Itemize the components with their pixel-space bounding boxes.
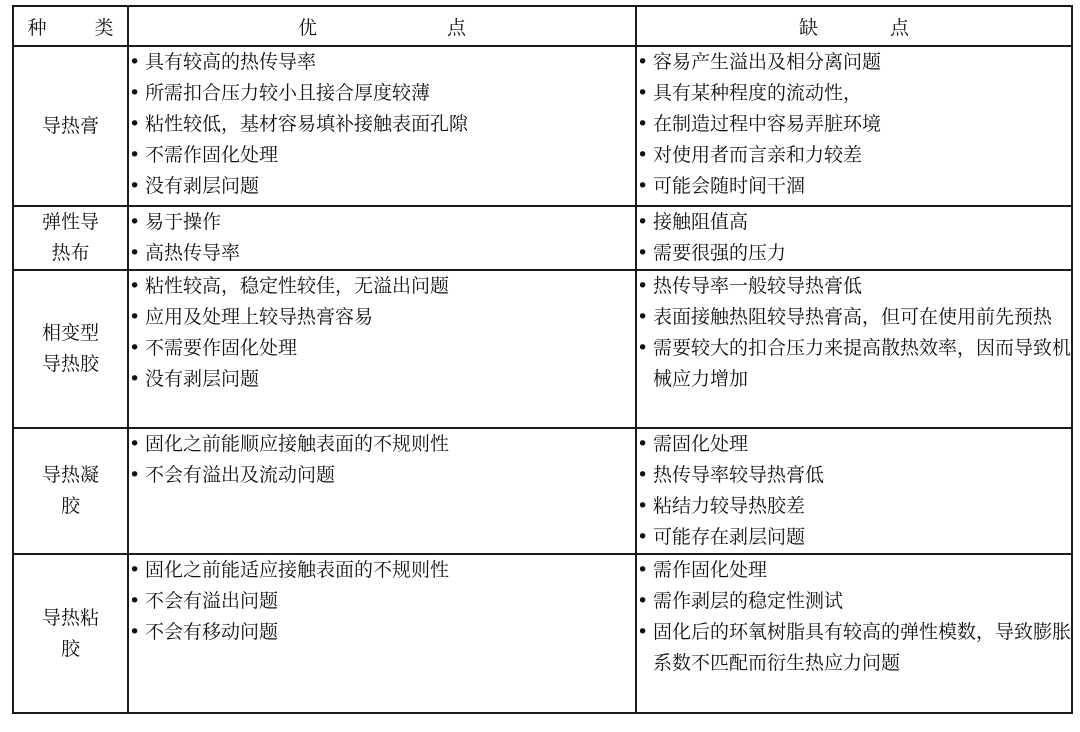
cons-cell [636,46,1072,206]
type-label: 导热粘 [41,606,99,629]
bullet-icon: • [129,621,141,643]
bullet-icon: • [637,464,649,486]
pros-cell [128,270,636,428]
bullet-icon: • [637,306,649,328]
table-row [13,554,1072,713]
bullet-icon: • [637,82,649,104]
pro-item [129,171,635,202]
bullet-icon: • [637,590,649,612]
pro-item-text: 所需扣合压力较小且接合厚度较薄 [145,82,431,104]
con-item-text: 容易产生溢出及相分离问题 [653,51,882,73]
con-item [637,271,1071,302]
bullet-icon: • [637,113,649,135]
bullet-icon: • [637,275,649,297]
con-item-text: 表面接触热阻较导热膏高，但可在使用前先预热 [653,306,1053,328]
pro-item-text: 粘性较低，基材容易填补接触表面孔隙 [145,113,469,135]
type-label: 弹性导 [41,211,99,233]
type-label: 相变型 [41,322,99,344]
con-item [637,109,1071,140]
pro-item [129,238,635,269]
bullet-icon: • [129,175,141,197]
con-item [637,617,1071,679]
con-item [637,555,1071,586]
pro-item-text: 不会有溢出及流动问题 [145,464,336,486]
bullet-icon: • [637,621,649,643]
bullet-icon: • [129,306,141,328]
pro-item [129,109,635,140]
bullet-icon: • [129,275,141,297]
bullet-icon: • [637,144,649,166]
pro-item [129,140,635,171]
con-item [637,207,1071,238]
header-type [13,6,128,46]
con-item-text: 热传导率一般较导热膏低 [653,275,863,297]
con-item [637,460,1071,491]
pro-item-text: 应用及处理上较导热膏容易 [145,306,374,328]
bullet-icon: • [129,337,141,359]
pro-item-text: 不需要作固化处理 [145,337,298,359]
cons-cell [636,428,1072,554]
pro-item [129,78,635,109]
con-item-text: 可能会随时间干涸 [653,175,806,197]
con-item [637,522,1071,553]
header-pros-char: 点 [447,16,467,39]
con-item [637,491,1071,522]
pro-item-text: 不需作固化处理 [145,144,279,166]
comparison-table [12,5,1073,714]
header-type-char: 类 [94,16,114,39]
pro-item [129,333,635,364]
pro-item [129,586,635,617]
con-item-text: 可能存在剥层问题 [653,526,806,548]
bullet-icon: • [637,175,649,197]
pro-item [129,207,635,238]
con-item [637,140,1071,171]
pro-item [129,271,635,302]
con-item-text: 需固化处理 [653,433,749,455]
bullet-icon: • [129,113,141,135]
pro-item [129,617,635,648]
con-item-text: 需作固化处理 [653,559,768,581]
con-item [637,171,1071,202]
con-item-text: 接触阻值高 [653,211,749,233]
con-item-text: 在制造过程中容易弄脏环境 [653,113,882,135]
type-cell [13,46,128,206]
type-label: 导热膏 [41,114,99,137]
con-item [637,586,1071,617]
header-row [13,6,1072,46]
pro-item-text: 不会有移动问题 [145,621,279,643]
bullet-icon: • [637,559,649,581]
pro-item-text: 没有剥层问题 [145,368,260,390]
header-cons-char: 点 [890,16,910,39]
pro-item [129,429,635,460]
con-item [637,47,1071,78]
type-label: 导热胶 [41,353,99,375]
bullet-icon: • [637,51,649,73]
table-row [13,428,1072,554]
table-row [13,46,1072,206]
header-type-char: 种 [27,16,47,39]
pro-item-text: 固化之前能顺应接触表面的不规则性 [145,433,450,455]
con-item [637,333,1071,395]
bullet-icon: • [129,559,141,581]
table-row [13,206,1072,270]
bullet-icon: • [637,337,649,359]
pro-item [129,47,635,78]
type-cell [13,270,128,428]
bullet-icon: • [129,242,141,264]
header-pros-char: 优 [297,16,317,39]
bullet-icon: • [637,433,649,455]
table-row [13,270,1072,428]
con-item [637,302,1071,333]
bullet-icon: • [637,495,649,517]
pro-item-text: 不会有溢出问题 [145,590,279,612]
pro-item-text: 易于操作 [145,211,222,233]
con-item-text: 具有某种程度的流动性， [653,82,863,104]
pro-item-text: 粘性较高，稳定性较佳，无溢出问题 [145,275,450,297]
bullet-icon: • [129,51,141,73]
pro-item [129,460,635,491]
con-item-text: 需要很强的压力 [653,242,787,264]
type-label: 胶 [60,637,80,660]
cons-cell [636,554,1072,713]
bullet-icon: • [129,144,141,166]
con-item [637,78,1071,109]
pro-item [129,555,635,586]
bullet-icon: • [129,433,141,455]
pros-cell [128,428,636,554]
con-item-text: 需作剥层的稳定性测试 [653,590,844,612]
con-item-text: 热传导率较导热膏低 [653,464,825,486]
header-pros [128,6,636,46]
bullet-icon: • [129,464,141,486]
pros-cell [128,554,636,713]
bullet-icon: • [129,82,141,104]
con-item-text: 粘结力较导热胶差 [653,495,806,517]
pros-cell [128,206,636,270]
con-item-text: 需要较大的扣合压力来提高散热效率，因而导致机械应力增加 [653,337,1072,390]
bullet-icon: • [129,590,141,612]
pro-item-text: 没有剥层问题 [145,175,260,197]
cons-cell [636,270,1072,428]
type-label: 胶 [60,495,80,517]
type-cell [13,206,128,270]
type-cell [13,428,128,554]
type-label: 导热凝 [41,464,99,486]
con-item-text: 对使用者而言亲和力较差 [653,144,863,166]
con-item [637,429,1071,460]
bullet-icon: • [637,211,649,233]
type-cell [13,554,128,713]
header-cons-char: 缺 [798,16,818,39]
con-item-text: 固化后的环氧树脂具有较高的弹性模数，导致膨胀系数不匹配而衍生热应力问题 [653,621,1072,674]
type-label: 热布 [51,242,90,264]
bullet-icon: • [637,526,649,548]
pro-item-text: 具有较高的热传导率 [145,51,317,73]
pro-item-text: 高热传导率 [145,242,241,264]
con-item [637,238,1071,269]
pro-item [129,364,635,395]
bullet-icon: • [637,242,649,264]
pros-cell [128,46,636,206]
bullet-icon: • [129,368,141,390]
cons-cell [636,206,1072,270]
pro-item [129,302,635,333]
pro-item-text: 固化之前能适应接触表面的不规则性 [145,559,450,581]
bullet-icon: • [129,211,141,233]
header-cons [636,6,1072,46]
